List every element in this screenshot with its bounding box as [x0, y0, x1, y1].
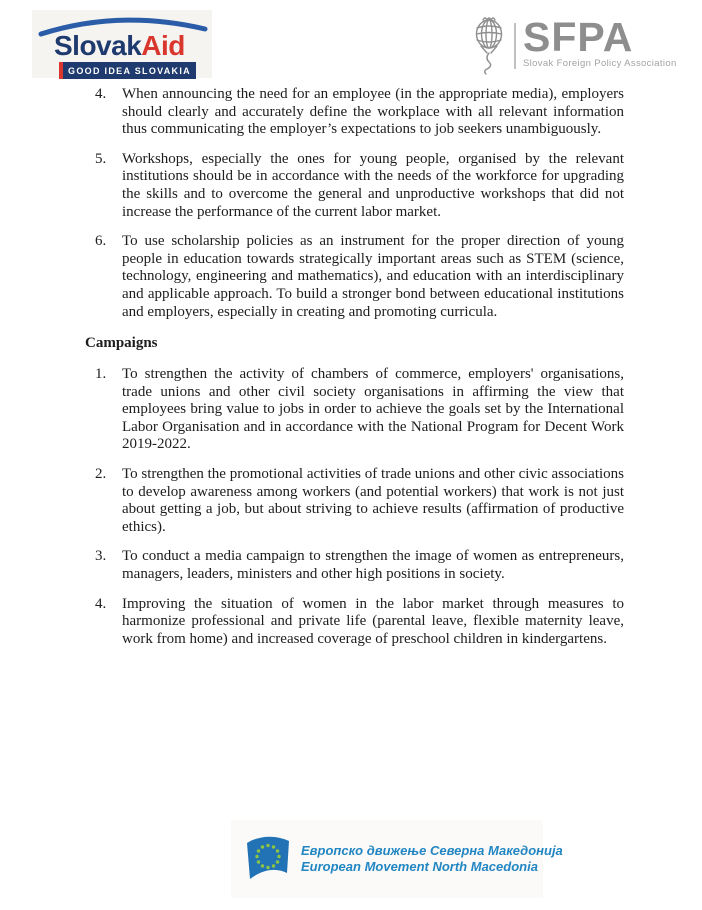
list-item	[95, 596, 624, 649]
list-item-text: Improving the situation of women in the labor market through measures to harmonize professional and private life (parental leave, flexible maternity leave, work from home) and increased coverage of preschool children in kindergartens.	[122, 595, 624, 647]
list-item-text: When announcing the need for an employee (in the appropriate media), employers should clearly and accurately define the workplace with all relevant information thus communicating the employer’s expectations to job seekers unambiguously.	[122, 86, 624, 138]
list-item-number: 4.	[95, 86, 107, 102]
slovakaid-logo	[32, 10, 212, 78]
em-logo-line-en: European Movement North Macedonia	[301, 859, 538, 874]
sfpa-acronym: SFPA	[523, 14, 634, 61]
list-item-text: To strengthen the activity of chambers of commerce, employers' organisations, trade unions and other civil society organisations in affirming the view that employees bring value to jobs in order to achieve the goals set by the International Labor Organisation and in accordance with the National Program for Decent Work 2019-2022.	[122, 366, 624, 453]
campaigns-heading: Campaigns	[85, 335, 158, 351]
sfpa-full-name: Slovak Foreign Policy Association	[523, 57, 677, 69]
slovakaid-word-aid: Aid	[141, 30, 185, 61]
list-item-number: 5.	[95, 150, 107, 167]
list-item	[95, 151, 624, 221]
list-item-number: 1.	[95, 366, 107, 382]
slovakaid-word-slovak: Slovak	[54, 30, 142, 61]
slovakaid-wordmark	[54, 32, 185, 60]
list-item-text: To conduct a media campaign to strengthen the image of women as entrepreneurs, managers, leaders, ministers and other high positions in society.	[122, 548, 624, 582]
list-item	[95, 466, 624, 536]
list-item	[95, 366, 624, 454]
eu-flag-icon	[244, 833, 292, 885]
em-logo-line-mk: Европско движење Северна Македонија	[301, 843, 563, 858]
european-movement-logo	[231, 820, 563, 898]
sfpa-logo	[468, 13, 677, 75]
recommendations-list	[95, 86, 624, 333]
sfpa-divider	[514, 23, 516, 69]
list-item-text: To use scholarship policies as an instrument for the proper direction of young people in education towards strategically important areas such as STEM (science, technology, engineering and mathematics), and education with an interdisciplinary and applicable approach. To build a stronger bond between educational institutions and employers, especially in creating and promoting curricula.	[122, 233, 624, 320]
slovakaid-tagline: GOOD IDEA SLOVAKIA	[59, 62, 196, 79]
list-item	[95, 548, 624, 583]
list-item-text: Workshops, especially the ones for young people, organised by the relevant institutions should be in accordance with the needs of the workforce for upgrading the skills and to overcome the general and unproductive workshops that did not increase the performance of the current labor market.	[122, 150, 624, 220]
list-item	[95, 233, 624, 321]
sfpa-balloon-icon	[468, 13, 510, 75]
list-item-text: To strengthen the promotional activities of trade unions and other civic associations to develop awareness among workers (and potential workers) that work is not just about getting a job, but about striving to achieve results (affirmation of productive ethics).	[122, 465, 624, 535]
list-item-number: 2.	[95, 465, 107, 482]
list-item	[95, 86, 624, 139]
list-item-number: 3.	[95, 548, 107, 565]
campaigns-list	[95, 366, 624, 660]
list-item-number: 4.	[95, 595, 107, 612]
list-item-number: 6.	[95, 233, 107, 250]
